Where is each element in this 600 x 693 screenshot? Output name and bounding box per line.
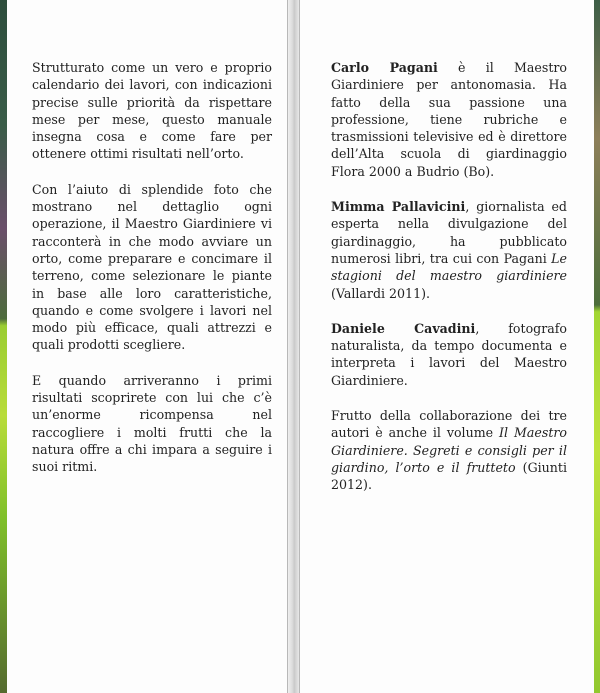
author-name-pallavicini: Mimma Pallavicini: [331, 199, 466, 215]
book-title-maestro: Il Maestro Giardiniere. Segreti e consigli per il giardino, l’orto e il frutteto: [331, 425, 567, 475]
authors-column: [331, 59, 567, 512]
author-bio-cavadini: [331, 320, 567, 389]
author-text-cavadini: , fotografo naturalista, da tempo documenta e interpreta i lavori del Maestro Giardiniere.: [331, 320, 567, 388]
author-text-pallavicini-end: (Vallardi 2011).: [331, 285, 431, 301]
author-name-cavadini: Daniele Cavadini: [331, 320, 476, 336]
cover-edge-left: [0, 0, 7, 693]
author-bio-pagani: [331, 59, 567, 180]
description-column: [32, 59, 272, 494]
book-title-stagioni: Le stagioni del maestro giardiniere: [331, 250, 567, 284]
fold-line-left: [287, 0, 288, 693]
author-name-pagani: Carlo Pagani: [331, 60, 438, 75]
author-text-pagani: è il Maestro Giardiniere per antonomasia. Ha fatto della sua passione una professione, tiene rubriche e trasmissioni televisive ed è direttore dell’Alta scuola di giardinaggio Flora 2000 a Budrio (Bo).: [331, 60, 567, 179]
collaboration-text: Frutto della collaborazione dei tre autori è anche il volume: [331, 408, 567, 441]
description-paragraph-2: Con l’aiuto di splendide foto che mostrano nel dettaglio ogni operazione, il Maestro Giardiniere vi racconterà in che modo avviare un orto, come preparare e concimare il terreno, come selezionare le piante in base alle loro caratteristiche, quando e come svolgere i lavori nel modo più efficace, quali attrezzi e quali prodotti scegliere.: [32, 181, 272, 353]
collaboration-note: [331, 407, 567, 493]
description-paragraph-3: E quando arriveranno i primi risultati scoprirete con lui che c’è un’enorme ricompensa nel raccogliere i molti frutti che la natura offre a chi impara a seguire i suoi ritmi.: [32, 372, 272, 475]
collaboration-text-end: (Giunti 2012).: [331, 459, 567, 493]
author-bio-pallavicini: [331, 198, 567, 302]
author-text-pallavicini: , giornalista ed esperta nella divulgazione del giardinaggio, ha pubblicato numerosi libri, tra cui con Pagani: [331, 199, 567, 266]
cover-edge-right: [594, 0, 600, 693]
description-paragraph-1: Strutturato come un vero e proprio calendario dei lavori, con indicazioni precise sulle priorità da rispettare mese per mese, questo manuale insegna cosa e come fare per ottenere ottimi risultati nell’orto.: [32, 60, 272, 162]
